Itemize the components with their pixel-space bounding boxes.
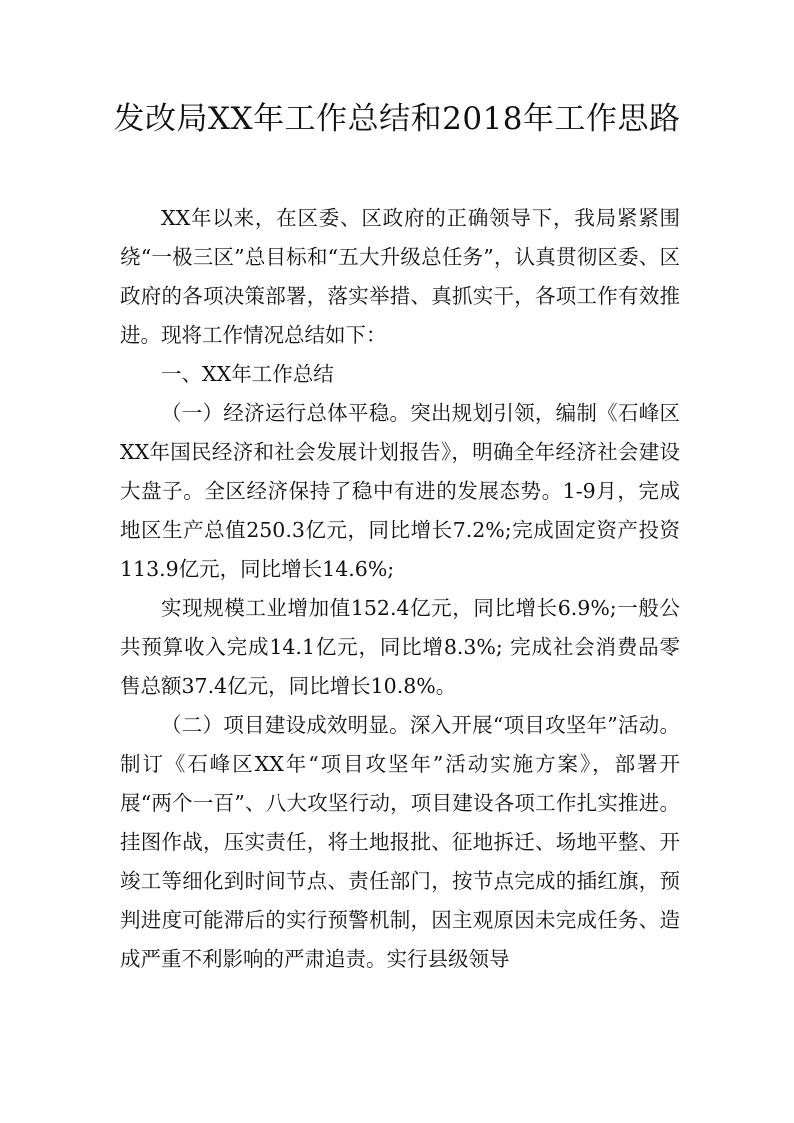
document-body <box>120 199 680 979</box>
paragraph-industry: 实现规模工业增加值152.4亿元，同比增长6.9%;一般公共预算收入完成14.1亿元，同比增8.3%; 完成社会消费品零售总额37.4亿元，同比增长10.8%。 <box>120 596 680 698</box>
paragraph-intro: XX年以来，在区委、区政府的正确领导下，我局紧紧围绕“一极三区”总目标和“五大升级总任务”，认真贯彻区委、区政府的各项决策部署，落实举措、真抓实干，各项工作有效推进。现将工作情况总结如下： <box>120 206 680 347</box>
document-title: 发改局XX年工作总结和2018年工作思路 <box>113 101 681 137</box>
paragraph-economy: （一）经济运行总体平稳。突出规划引领，编制《石峰区XX年国民经济和社会发展计划报告》，明确全年经济社会建设大盘子。全区经济保持了稳中有进的发展态势。1-9月，完成地区生产总值250.3亿元，同比增长7.2%;完成固定资产投资113.9亿元，同比增长14.6%; <box>120 401 680 581</box>
section-heading: 一、XX年工作总结 <box>161 362 334 386</box>
paragraph-projects: （二）项目建设成效明显。深入开展“项目攻坚年”活动。制订《石峰区XX年“项目攻坚年”活动实施方案》，部署开展“两个一百”、八大攻坚行动，项目建设各项工作扎实推进。挂图作战，压实责任，将土地报批、征地拆迁、场地平整、开竣工等细化到时间节点、责任部门，按节点完成的插红旗，预判进度可能滞后的实行预警机制，因主观原因未完成任务、造成严重不利影响的严肃追责。实行县级领导 <box>120 713 680 971</box>
